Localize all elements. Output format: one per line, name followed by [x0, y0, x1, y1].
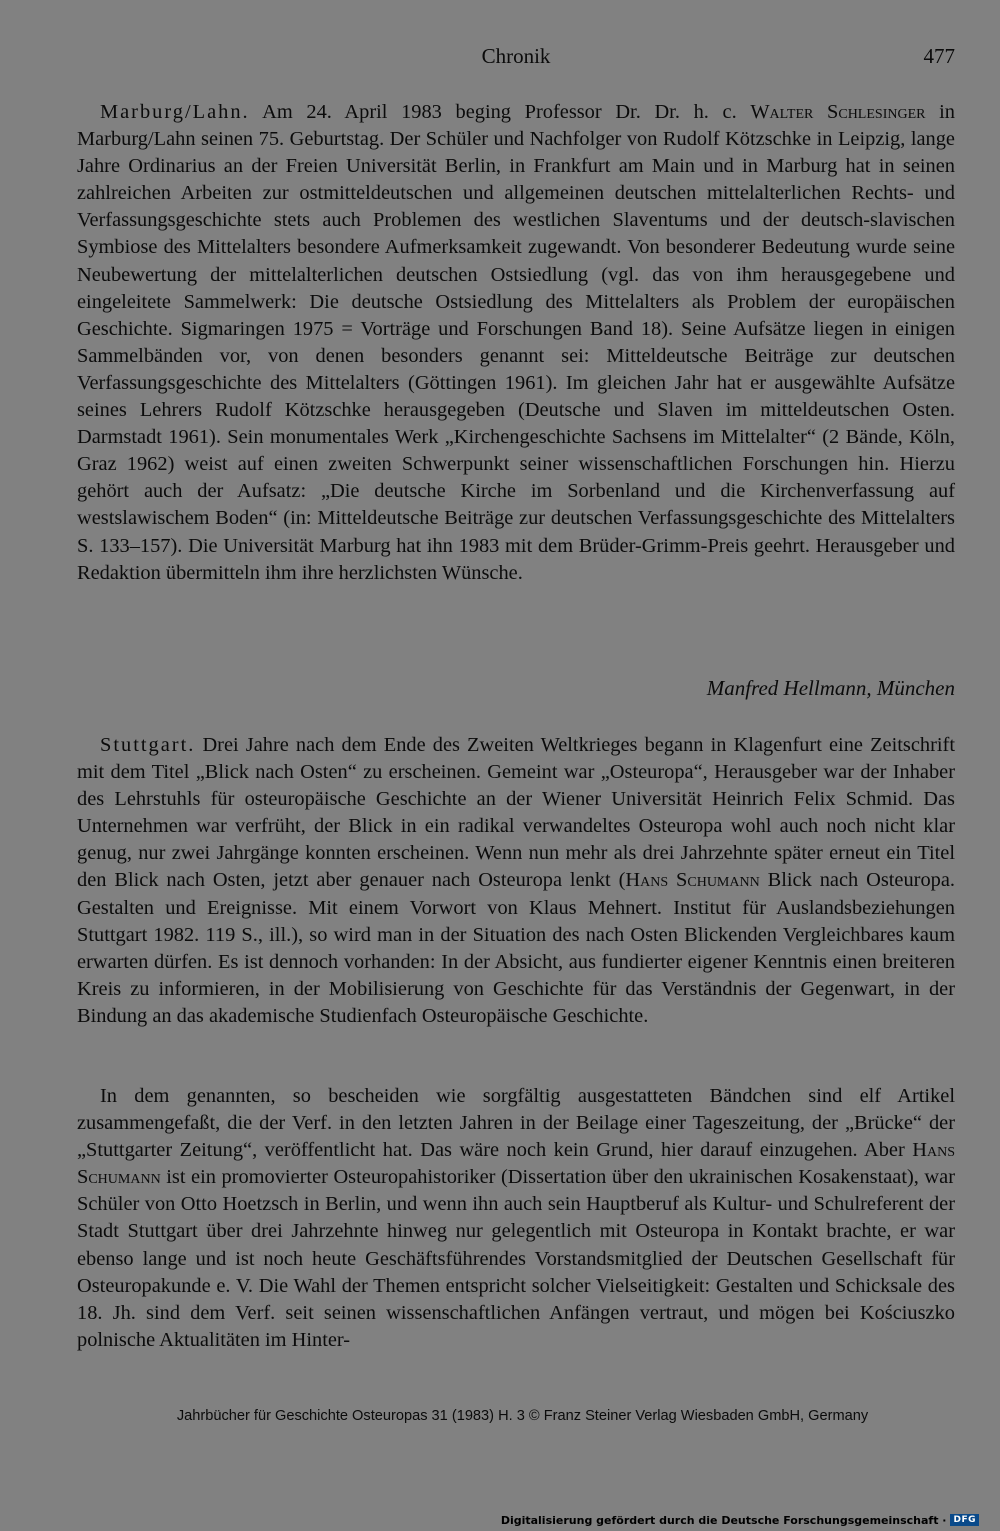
digitization-credit [501, 1513, 979, 1527]
article-text: in Marburg/Lahn seinen 75. Geburtstag. Der Schüler und Nachfolger von Rudolf Kötzschke in Leipzig, lange Jahre Ordinarius an der Freien Universität Berlin, in Frankfurt am Main und in Marburg hat in seinen zahlreichen Arbeiten zur ostmitteldeutschen und allgemeinen deutschen mittelalterlichen Rechts- und Verfassungsgeschichte stets auch Problemen des westlichen Slaventums und der deutsch-slavischen Symbiose des Mittelalters besondere Aufmerksamkeit zugewandt. Von besonderer Bedeutung wurde seine Neubewertung der mittelalterlichen deutschen Ostsiedlung (vgl. das von ihm herausgegebene und eingeleitete Sammelwerk: Die deutsche Ostsiedlung des Mittelalters als Problem der europäischen Geschichte. Sigmaringen 1975 = Vorträge und Forschungen Band 18). Seine Aufsätze liegen in einigen Sammelbänden vor, von denen besonders genannt sei: Mitteldeutsche Beiträge zur deutschen Verfassungsgeschichte des Mittelalters (Göttingen 1961). Im gleichen Jahr hat er ausgewählte Aufsätze seines Lehrers Rudolf Kötzschke herausgegeben (Deutsche und Slaven im mitteldeutschen Osten. Darmstadt 1961). Sein monumentales Werk „Kirchengeschichte Sachsens im Mittelalter“ (2 Bände, Köln, Graz 1962) weist auf einen zweiten Schwerpunkt seiner wissenschaftlichen Forschungen hin. Hierzu gehört auch der Aufsatz: „Die deutsche Kirche im Sorbenland und die Kirchenverfassung auf westslawischem Boden“ (in: Mitteldeutsche Beiträge zur deutschen Verfassungsgeschichte des Mittelalters S. 133–157). Die Universität Marburg hat ihn 1983 mit dem Brüder-Grimm-Preis geehrt. Herausgeber und Redaktion übermitteln ihm ihre herzlichsten Wünsche. [77, 101, 955, 584]
person-name: Walter Schlesinger [750, 101, 926, 123]
article-text: Blick nach Osteuropa. Gestalten und Ereignisse. Mit einem Vorwort von Klaus Mehnert. Institut für Auslandsbeziehungen Stuttgart 1982. 119 S., ill.), so wird man in der Situation des nach Osten Blickenden Vergleichbares kaum erwarten dürfen. Es ist dennoch vorhanden: In der Absicht, aus fundierter eigener Kenntnis einen breiteren Kreis zu informieren, in der Mobilisierung von Geschichte für das Verständnis der Gegenwart, in der Bindung an das akademische Studienfach Osteuropäische Geschichte. [77, 869, 955, 1027]
person-name: Hans Schumann [77, 1139, 955, 1189]
publication-footer: Jahrbücher für Geschichte Osteuropas 31 (1983) H. 3 © Franz Steiner Verlag Wiesbaden GmbH, Germany [176, 1408, 869, 1424]
running-header [77, 44, 955, 74]
article-text: ist ein promovierter Osteuropahistoriker (Dissertation über den ukrainischen Kosakenstaat), war Schüler von Otto Hoetzsch in Berlin, und wenn ihn auch sein Hauptberuf als Kultur- und Schulreferent der Stadt Stuttgart über drei Jahrzehnte hinweg nur gelegentlich mit Osteuropa in Kontakt brachte, er war ebenso lange und ist noch heute Geschäftsführendes Vorstandsmitglied der Deutschen Gesellschaft für Osteuropakunde e. V. Die Wahl der Themen entspricht solcher Vielseitigkeit: Gestalten und Schicksale des 18. Jh. sind dem Verf. seit seinen wissenschaftlichen Anfängen vertraut, und mögen bei Kościuszko polnische Aktualitäten im Hinter- [77, 1166, 955, 1351]
person-name: Hans Schumann [625, 869, 760, 892]
running-title: Chronik [481, 44, 551, 68]
article-marburg [77, 99, 955, 587]
article-stuttgart [77, 732, 955, 1030]
article-text: Am 24. April 1983 beging Professor Dr. Dr. h. c. [249, 101, 751, 123]
place-name: Marburg/Lahn. [100, 101, 250, 123]
article-text: Drei Jahre nach dem Ende des Zweiten Weltkrieges begann in Klagenfurt eine Zeitschrift mit dem Titel „Blick nach Osten“ zu erscheinen. Gemeint war „Osteuropa“, Herausgeber war der Inhaber des Lehrstuhls für osteuropäische Geschichte an der Wiener Universität Heinrich Felix Schmid. Das Unternehmen war verfrüht, der Blick in ein radikal verwandeltes Osteuropa wohl auch noch nicht klar genug, nur zwei Jahrgänge konnten erscheinen. Wenn nun mehr als drei Jahrzehnte später erneut ein Titel den Blick nach Osten, jetzt aber genauer nach Osteuropa lenkt ( [77, 734, 955, 892]
article-stuttgart-paragraph-2 [77, 1083, 955, 1354]
signature: Manfred Hellmann, München [706, 676, 955, 700]
digitization-text: Digitalisierung gefördert durch die Deutsche Forschungsgemeinschaft · [500, 1513, 947, 1527]
article-text: In dem genannten, so bescheiden wie sorgfältig ausgestatteten Bändchen sind elf Artikel zusammengefaßt, die der Verf. in den letzten Jahren in der Beilage einer Tageszeitung, der „Brücke“ der „Stuttgarter Zeitung“, veröffentlicht hat. Das wäre noch kein Grund, hier darauf einzugehen. Aber [77, 1085, 955, 1162]
place-name: Stuttgart. [100, 734, 196, 756]
dfg-logo: DFG [950, 1514, 979, 1526]
page-number: 477 [923, 44, 955, 68]
